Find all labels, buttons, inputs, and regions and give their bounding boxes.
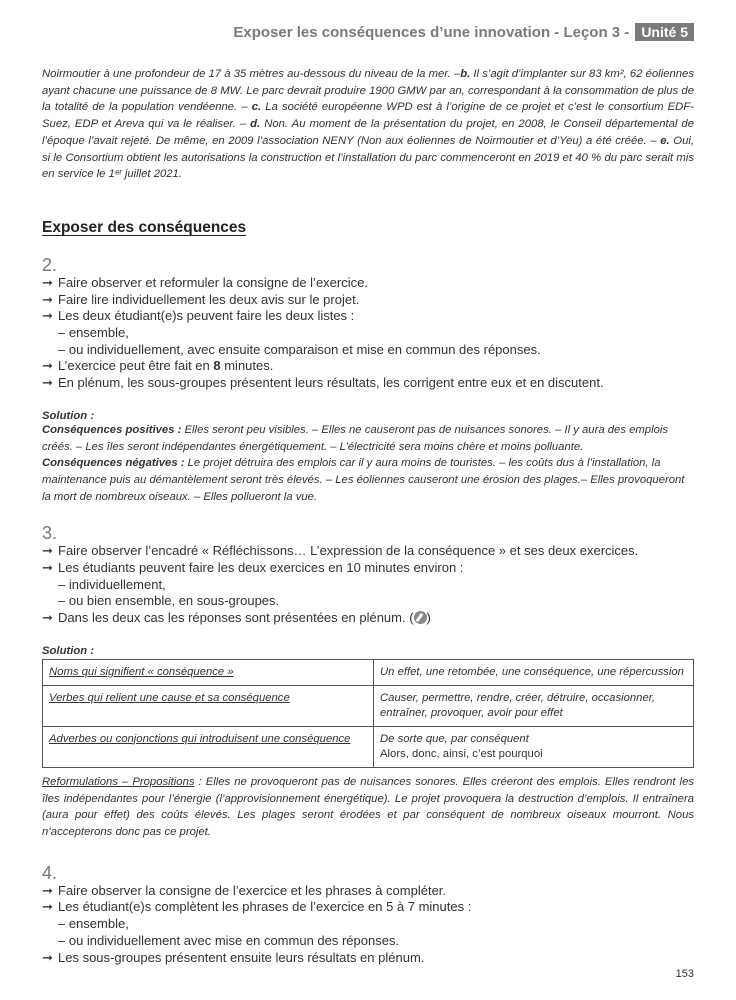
table-cell: Verbes qui relient une cause et sa conséquence [43, 685, 374, 726]
table-row [43, 726, 694, 767]
ex2-line-1: ➞ Faire observer et reformuler la consigne de l’exercice. [42, 274, 368, 290]
ex2-line-5: ➞ En plénum, les sous-groupes présentent leurs résultats, les corrigent entre eux et en discutent. [42, 375, 604, 391]
table-row [43, 659, 694, 685]
reformulations-paragraph: Reformulations – Propositions : Elles ne provoqueront pas de nuisances sonores. Elles créeront des emplois. Elles rendront les îles indépendantes pour l’énergie (l’approvisionnement énergétique). Le projet provoquera la destruction d’emplois. Il entraînera (aura pour effet) des coûts élevés. Les plages seront érodées et par conséquent de nombreux oiseaux mourront. Nous n’accepterons donc pas ce projet. [42, 775, 695, 838]
table-cell: Noms qui signifient « conséquence » [43, 659, 374, 685]
ex2-line-3: ➞ Les deux étudiant(e)s peuvent faire les deux listes : [42, 308, 355, 324]
arrow-icon: ➞ [42, 899, 53, 915]
arrow-icon: ➞ [42, 358, 53, 374]
exercise-number-2: 2. [42, 254, 58, 275]
arrow-icon: ➞ [42, 882, 53, 898]
ex3-solution-label: Solution : [42, 644, 95, 657]
section-title: Exposer des conséquences [42, 218, 247, 236]
ex3-line-3: ➞ Dans les deux cas les réponses sont présentées en plénum. ( ) [42, 610, 431, 626]
arrow-icon: ➞ [42, 560, 53, 576]
ex4-line-3: ➞ Les sous-groupes présentent ensuite leurs résultats en plénum. [42, 949, 425, 965]
arrow-icon: ➞ [42, 375, 53, 391]
ex3-sub-2: – ou bien ensemble, en sous-groupes. [58, 593, 280, 609]
ex4-sub-1: – ensemble, [58, 916, 129, 932]
ex2-positive-consequences: Conséquences positives : Elles seront peu visibles. – Elles ne causeront pas de nuisances sonores. – Il y aura des emplois créés. – Les îles seront indépendantes énergétiquement. – L’électricité sera moins chère et moins polluante. [42, 423, 669, 453]
table-cell: Un effet, une retombée, une conséquence, une répercussion [374, 659, 694, 685]
page-header [233, 22, 694, 42]
ex2-sub-1: – ensemble, [58, 325, 129, 341]
table-cell: Adverbes ou conjonctions qui introduisent une conséquence [43, 726, 374, 767]
ex3-sub-1: – individuellement, [58, 576, 166, 592]
arrow-icon: ➞ [42, 274, 53, 290]
ex3-line-2: ➞ Les étudiants peuvent faire les deux exercices en 10 minutes environ : [42, 560, 464, 576]
arrow-icon: ➞ [42, 308, 53, 324]
ex2-line-2: ➞ Faire lire individuellement les deux avis sur le projet. [42, 291, 360, 307]
page-content [42, 66, 694, 966]
arrow-icon: ➞ [42, 949, 53, 965]
page-number: 153 [675, 968, 694, 980]
table-cell: De sorte que, par conséquent Alors, donc, ainsi, c’est pourquoi [374, 726, 694, 767]
ex2-negative-consequences: Conséquences négatives : Le projet détruira des emplois car il y aura moins de touristes. – les coûts dus à l’installation, la maintenance puis au démantèlement seront très élevés. – Les éoliennes causeront une érosion des plages.– Elles provoqueront la mort de nombreux oiseaux. – Elles pollueront la vue. [42, 457, 685, 503]
table-cell: Causer, permettre, rendre, créer, détruire, occasionner, entraîner, provoquer, avoir pour effet [374, 685, 694, 726]
header-title: Exposer les conséquences d’une innovation - Leçon 3 - [233, 23, 630, 41]
ex2-line-4: ➞ L’exercice peut être fait en 8 minutes. [42, 358, 274, 374]
intro-paragraph: Noirmoutier à une profondeur de 17 à 35 mètres au-dessous du niveau de la mer. –b. Il s’agit d’implanter sur 83 km², 62 éoliennes ayant chacune une puissance de 8 MW. Le parc devrait produire 1900 GMW par an, correspondant à la consommation de plus de la totalité de la population vendéenne. – c. La société européenne WPD est à l’origine de ce projet et c’est le consortium EDF-Suez, EDP et Areva qui va le réaliser. – d. Non. Au moment de la présentation du projet, en 2008, le Conseil départemental de l’époque l’avait rejeté. De même, en 2009 l’association NENY (Non aux éoliennes de Noirmoutier et d’Yeu) a été créée. – e. Oui, si le Consortium obtient les autorisations la construction et l’installation du parc commenceront en 2019 et 40 % du parc serait mis en service le 1ᵉʳ juillet 2021. [42, 68, 694, 181]
exercise-number-4: 4. [42, 862, 58, 883]
unit-badge: Unité 5 [635, 23, 694, 41]
solution-table [42, 659, 694, 768]
table-row [43, 685, 694, 726]
ex3-line-1: ➞ Faire observer l’encadré « Réfléchissons… L’expression de la conséquence » et ses deux exercices. [42, 543, 639, 559]
arrow-icon: ➞ [42, 610, 53, 626]
arrow-icon: ➞ [42, 291, 53, 307]
ex4-line-1: ➞ Faire observer la consigne de l’exercice et les phrases à compléter. [42, 882, 447, 898]
ex2-sub-2: – ou individuellement, avec ensuite comparaison et mise en commun des réponses. [58, 341, 541, 357]
ex4-line-2: ➞ Les étudiant(e)s complètent les phrases de l’exercice en 5 à 7 minutes : [42, 899, 472, 915]
ex4-sub-2: – ou individuellement avec mise en commun des réponses. [58, 932, 400, 948]
arrow-icon: ➞ [42, 543, 53, 559]
ex2-solution-label: Solution : [42, 409, 95, 422]
plume-icon [414, 611, 427, 624]
exercise-number-3: 3. [42, 523, 58, 544]
